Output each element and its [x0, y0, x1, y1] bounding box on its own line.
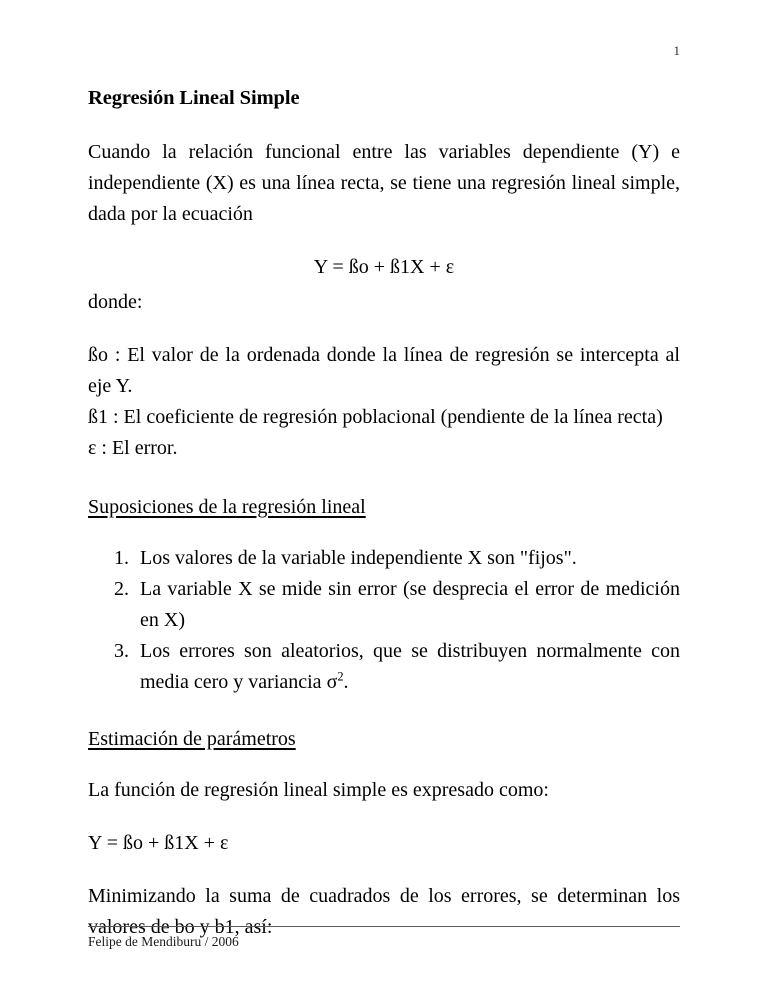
- list-item-text: Los errores son aleatorios, que se distribuyen normalmente con media cero y variancia σ: [140, 639, 680, 693]
- footer-divider: [88, 926, 680, 927]
- equation-main: Y = ßo + ß1X + ε: [313, 255, 455, 278]
- estimation-intro-paragraph: La función de regresión lineal simple es expresado como:: [88, 778, 549, 801]
- list-item-suffix: .: [343, 670, 349, 693]
- list-item: 2. La variable X se mide sin error (se desprecia el error de medición en X): [134, 574, 680, 636]
- list-item: 1. Los valores de la variable independiente X son "fijos".: [134, 543, 680, 574]
- equation-second: Y = ßo + ß1X + ε: [88, 831, 229, 854]
- estimation-heading: [88, 724, 680, 755]
- donde-label: donde:: [88, 290, 143, 313]
- assumptions-list: [88, 543, 680, 698]
- page-title: Regresión Lineal Simple: [88, 87, 300, 109]
- sigma-squared-superscript: 2: [337, 668, 344, 683]
- estimation-heading-text: Estimación de parámetros: [88, 727, 296, 750]
- list-item: [134, 636, 680, 698]
- closing-paragraph: Minimizando la suma de cuadrados de los errores, se determinan los valores de bo y b1, así:: [88, 884, 680, 938]
- page-number: 1: [673, 43, 680, 58]
- document-body: [88, 86, 680, 965]
- assumptions-heading-text: Suposiciones de la regresión lineal: [88, 495, 366, 518]
- definition-epsilon: ε : El error.: [88, 436, 178, 459]
- definition-beta1: ß1 : El coeficiente de regresión poblacional (pendiente de la línea recta): [88, 405, 663, 428]
- definition-beta0: ßo : El valor de la ordenada donde la línea de regresión se intercepta al eje Y.: [88, 343, 680, 397]
- intro-paragraph: Cuando la relación funcional entre las variables dependiente (Y) e independiente (X) es una línea recta, se tiene una regresión lineal simple, dada por la ecuación: [88, 140, 680, 225]
- assumptions-heading: [88, 492, 680, 523]
- definitions-list: [88, 340, 680, 464]
- footer-text: Felipe de Mendiburu / 2006: [88, 934, 239, 949]
